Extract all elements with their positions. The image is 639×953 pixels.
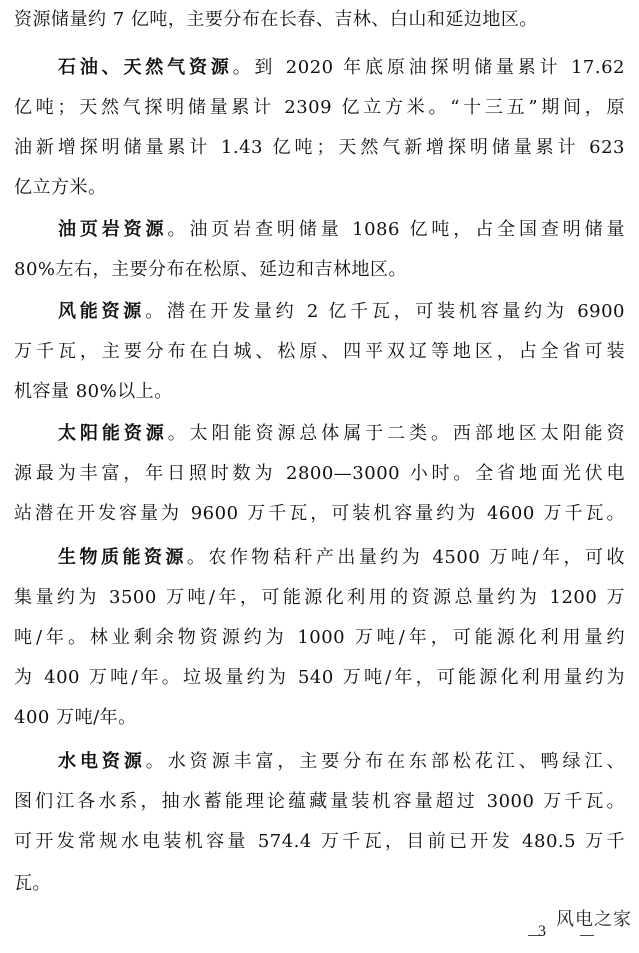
text-line [14, 626, 625, 650]
text-line [14, 706, 625, 730]
paragraph-text: 400 万吨/年。 [14, 707, 137, 728]
text-line [58, 218, 625, 242]
text-line [14, 830, 625, 854]
text-line [14, 176, 625, 200]
paragraph-text: 。农作物秸秆产出量约为 4500 万吨/年，可收 [186, 547, 625, 568]
paragraph-text: 。油页岩查明储量 1086 亿吨，占全国查明储量 [167, 219, 625, 240]
paragraph-text: 。到 2020 年底原油探明储量累计 17.62 [232, 57, 625, 78]
watermark-text: 风电之家 [556, 909, 632, 930]
paragraph-text: 吨/年。林业剩余物资源约为 1000 万吨/年，可能源化利用量约 [14, 627, 625, 648]
text-line [14, 8, 625, 32]
paragraph-text: 油新增探明储量累计 1.43 亿吨；天然气新增探明储量累计 623 [14, 137, 625, 158]
text-line [14, 666, 625, 690]
section-heading: 石油、天然气资源 [58, 57, 233, 78]
page-number-dash-right [580, 935, 594, 936]
section-heading: 油页岩资源 [58, 219, 168, 240]
section-heading: 风能资源 [58, 301, 146, 322]
paragraph-text: 机容量 80%以上。 [14, 381, 173, 402]
text-line [14, 462, 625, 486]
text-line [14, 258, 625, 282]
paragraph-text: 源最为丰富，年日照时数为 2800—3000 小时。全省地面光伏电 [14, 463, 625, 484]
text-line [14, 872, 625, 896]
paragraph-text: 集量约为 3500 万吨/年，可能源化利用的资源总量约为 1200 万 [14, 587, 625, 608]
section-heading: 水电资源 [58, 751, 146, 772]
text-line [58, 422, 625, 446]
section-heading: 生物质能资源 [58, 547, 187, 568]
text-line [14, 790, 625, 814]
text-line [58, 300, 625, 324]
paragraph-text: 站潜在开发容量为 9600 万千瓦，可装机容量约为 4600 万千瓦。 [14, 503, 625, 524]
paragraph-text: 图们江各水系，抽水蓄能理论蕴藏量装机容量超过 3000 万千瓦。 [14, 791, 625, 812]
section-heading: 太阳能资源 [58, 423, 168, 444]
text-line [14, 96, 625, 120]
paragraph-text: 。太阳能资源总体属于二类。西部地区太阳能资 [167, 423, 626, 444]
page-number: 3 [538, 923, 546, 940]
text-line [14, 502, 625, 526]
text-line [14, 136, 625, 160]
text-line [58, 56, 625, 80]
paragraph-text: 80%左右，主要分布在松原、延边和吉林地区。 [14, 259, 408, 280]
text-line [14, 380, 625, 404]
paragraph-text: 。水资源丰富，主要分布在东部松花江、鸭绿江、 [145, 751, 626, 772]
paragraph-text: 亿吨；天然气探明储量累计 2309 亿立方米。“十三五”期间，原 [14, 97, 625, 118]
page-footer [520, 905, 630, 945]
text-line [58, 546, 625, 570]
paragraph-text: 。潜在开发量约 2 亿千瓦，可装机容量约为 6900 [145, 301, 625, 322]
text-line [14, 340, 625, 364]
paragraph-text: 瓦。 [14, 873, 51, 894]
paragraph-text: 万千瓦，主要分布在白城、松原、四平双辽等地区，占全省可装 [14, 341, 625, 362]
paragraph-text: 为 400 万吨/年。垃圾量约为 540 万吨/年，可能源化利用量约为 [14, 667, 625, 688]
paragraph-text: 可开发常规水电装机容量 574.4 万千瓦，目前已开发 480.5 万千 [14, 831, 625, 852]
paragraph-text: 亿立方米。 [14, 177, 107, 198]
paragraph-text: 资源储量约 7 亿吨，主要分布在长春、吉林、白山和延边地区。 [14, 9, 538, 30]
text-line [58, 750, 625, 774]
text-line [14, 586, 625, 610]
